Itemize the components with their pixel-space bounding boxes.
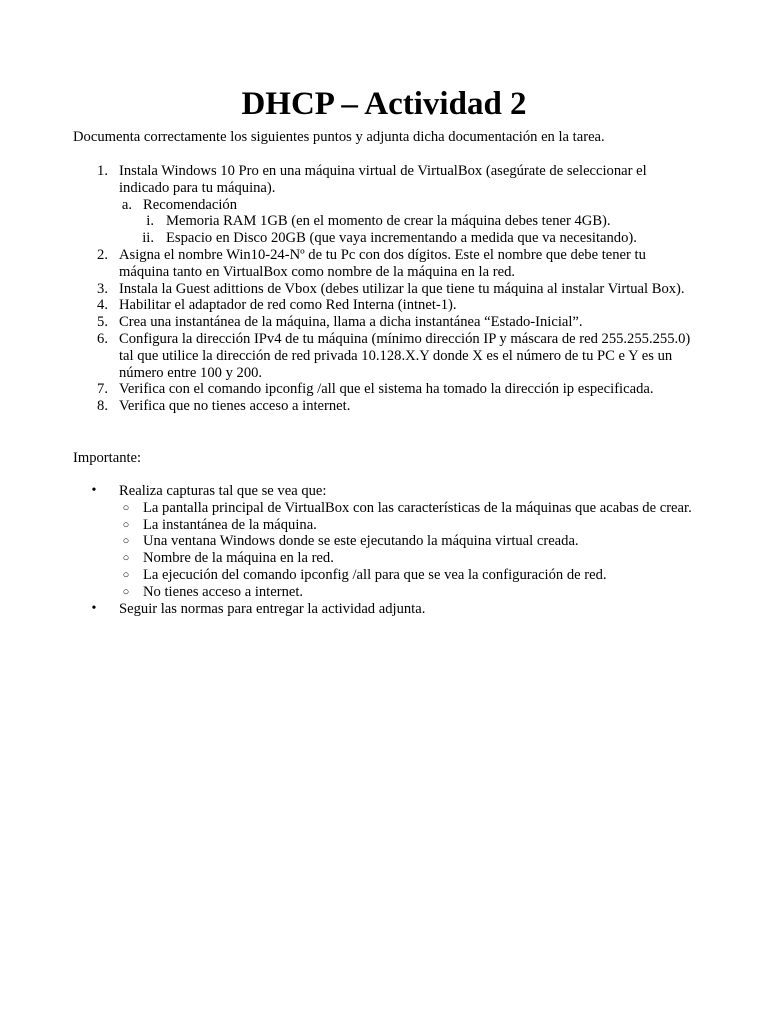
circle-bullet-icon: ○ — [122, 535, 130, 548]
list-item — [0, 584, 768, 601]
item-text: Seguir las normas para entregar la actividad adjunta. — [119, 600, 426, 617]
list-item — [0, 567, 768, 584]
list-marker: ii. — [142, 230, 154, 247]
item-text: La instantánea de la máquina. — [143, 516, 317, 533]
item-text: No tienes acceso a internet. — [143, 583, 304, 600]
list-marker: i. — [146, 213, 154, 230]
step-1 — [0, 163, 768, 197]
steps-list — [0, 163, 768, 415]
list-marker: 6. — [97, 330, 108, 347]
list-marker: 3. — [97, 280, 108, 297]
step-2 — [0, 247, 768, 281]
item-text: Una ventana Windows donde se este ejecutando la máquina virtual creada. — [143, 533, 579, 550]
step-4 — [0, 297, 768, 314]
circle-bullet-icon: ○ — [122, 518, 130, 531]
list-item — [0, 550, 768, 567]
step-8 — [0, 398, 768, 415]
item-text: Realiza capturas tal que se vea que: — [119, 483, 327, 499]
circle-bullet-icon: ○ — [122, 568, 130, 581]
step-text: Memoria RAM 1GB (en el momento de crear la máquina debes tener 4GB). — [166, 213, 611, 230]
step-6 — [0, 331, 768, 381]
step-5 — [0, 314, 768, 331]
list-marker: 7. — [97, 381, 108, 398]
item-text: Nombre de la máquina en la red. — [143, 550, 334, 567]
step-text: Habilitar el adaptador de red como Red Interna (intnet-1). — [119, 297, 457, 314]
step-text: Instala la Guest adittions de Vbox (debes utilizar la que tiene tu máquina al instalar Virtual Box). — [119, 280, 685, 297]
step-3 — [0, 281, 768, 298]
bullet-icon: • — [91, 483, 97, 498]
page-title: DHCP – Actividad 2 — [241, 86, 527, 122]
list-marker: 4. — [97, 297, 108, 314]
item-text: La ejecución del comando ipconfig /all para que se vea la configuración de red. — [143, 566, 607, 583]
circle-bullet-icon: ○ — [122, 501, 130, 514]
list-marker: 5. — [97, 314, 108, 331]
step-text: Configura la dirección IPv4 de tu máquina (mínimo dirección IP y máscara de red 255.255.255.0) tal que utilice la dirección de red privada 10.128.X.Y donde X es el número de tu PC e Y es un número entre 100 y 200. — [119, 330, 691, 381]
list-item — [0, 483, 768, 500]
step-1a-i — [0, 213, 768, 230]
step-text: Recomendación — [143, 196, 238, 213]
step-text: Instala Windows 10 Pro en una máquina virtual de VirtualBox (asegúrate de seleccionar el indicado para tu máquina). — [119, 163, 647, 196]
circle-bullet-icon: ○ — [122, 585, 130, 598]
step-text: Asigna el nombre Win10-24-Nº de tu Pc con dos dígitos. Este el nombre que debe tener tu máquina tanto en VirtualBox como nombre de la máquina en la red. — [119, 246, 646, 280]
step-1a — [0, 197, 768, 214]
list-marker: 8. — [97, 398, 108, 415]
intro-paragraph: Documenta correctamente los siguientes puntos y adjunta dicha documentación en la tarea. — [73, 129, 605, 145]
circle-bullet-icon: ○ — [122, 552, 130, 565]
step-text: Espacio en Disco 20GB (que vaya incrementando a medida que va necesitando). — [166, 230, 637, 247]
important-list — [0, 483, 768, 617]
list-marker: 1. — [97, 163, 108, 179]
step-7 — [0, 381, 768, 398]
step-1a-ii — [0, 230, 768, 247]
list-marker: 2. — [97, 246, 108, 263]
list-item — [0, 533, 768, 550]
list-item — [0, 500, 768, 517]
step-text: Verifica que no tienes acceso a internet. — [119, 398, 351, 415]
step-text: Crea una instantánea de la máquina, llama a dicha instantánea “Estado-Inicial”. — [119, 314, 583, 331]
step-text: Verifica con el comando ipconfig /all que el sistema ha tomado la dirección ip especificada. — [119, 381, 654, 398]
list-item — [0, 517, 768, 534]
list-item — [0, 601, 768, 618]
bullet-icon: • — [91, 600, 97, 616]
important-heading: Importante: — [73, 450, 142, 466]
list-marker: a. — [121, 196, 132, 213]
item-text: La pantalla principal de VirtualBox con las características de la máquinas que acabas de crear. — [143, 499, 692, 516]
